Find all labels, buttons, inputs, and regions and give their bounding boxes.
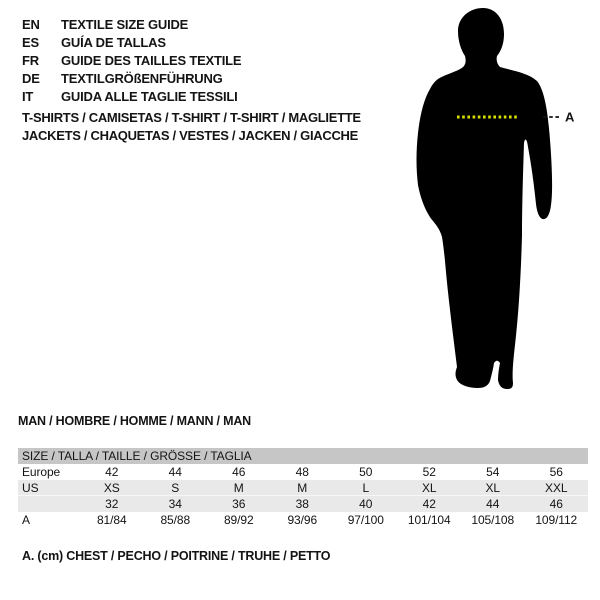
language-code: ES bbox=[22, 34, 39, 50]
size-cell: 44 bbox=[486, 497, 500, 511]
size-cell: 50 bbox=[359, 465, 373, 479]
size-cell: 54 bbox=[486, 465, 500, 479]
size-cell: 36 bbox=[232, 497, 246, 511]
language-row-en bbox=[22, 15, 241, 33]
section-title-man: MAN / HOMBRE / HOMME / MANN / MAN bbox=[18, 414, 251, 428]
language-title: TEXTILE SIZE GUIDE bbox=[61, 16, 189, 32]
size-cell: 56 bbox=[549, 465, 563, 479]
row-label: A bbox=[22, 513, 30, 527]
table-row-us-letters bbox=[18, 480, 588, 496]
language-title: GUIDA ALLE TAGLIE TESSILI bbox=[61, 88, 238, 104]
row-label: US bbox=[22, 481, 39, 495]
measurement-footnote: A. (cm) CHEST / PECHO / POITRINE / TRUHE / PETTO bbox=[22, 549, 331, 563]
size-cell: L bbox=[362, 481, 370, 495]
language-list bbox=[22, 15, 241, 105]
language-title: GUIDE DES TAILLES TEXTILE bbox=[61, 52, 242, 68]
size-table-header: SIZE / TALLA / TAILLE / GRÖSSE / TAGLIA bbox=[18, 448, 588, 464]
measure-label-a: A bbox=[565, 109, 575, 125]
size-cell: 32 bbox=[105, 497, 119, 511]
size-cell: 52 bbox=[422, 465, 436, 479]
size-cell: M bbox=[233, 481, 244, 495]
size-cell: XL bbox=[422, 481, 437, 495]
size-cell: 38 bbox=[295, 497, 309, 511]
size-cell: 34 bbox=[168, 497, 182, 511]
size-cell: 85/88 bbox=[160, 513, 191, 527]
language-code: IT bbox=[22, 88, 34, 104]
size-cell: 89/92 bbox=[223, 513, 254, 527]
size-cell: 42 bbox=[105, 465, 119, 479]
size-cell: S bbox=[171, 481, 180, 495]
size-cell: 105/108 bbox=[471, 513, 515, 527]
size-cell: 101/104 bbox=[407, 513, 451, 527]
category-line-jackets: JACKETS / CHAQUETAS / VESTES / JACKEN / GIACCHE bbox=[22, 127, 358, 143]
category-line-tshirts: T-SHIRTS / CAMISETAS / T-SHIRT / T-SHIRT / MAGLIETTE bbox=[22, 110, 361, 125]
table-row-chest-a bbox=[18, 512, 588, 528]
size-cell: 93/96 bbox=[287, 513, 318, 527]
size-table bbox=[18, 448, 588, 528]
size-cell: 46 bbox=[232, 465, 246, 479]
size-cell: 109/112 bbox=[535, 513, 578, 527]
size-cell: XXL bbox=[545, 481, 568, 495]
size-cell: M bbox=[297, 481, 308, 495]
size-cell: 81/84 bbox=[96, 513, 127, 527]
language-code: EN bbox=[22, 16, 40, 32]
language-row-fr bbox=[22, 51, 241, 69]
language-row-de bbox=[22, 69, 241, 87]
language-row-it bbox=[22, 87, 241, 105]
man-silhouette-figure bbox=[400, 0, 580, 392]
size-cell: 46 bbox=[549, 497, 563, 511]
size-cell: 44 bbox=[168, 465, 182, 479]
row-label: Europe bbox=[22, 465, 61, 479]
language-title: GUÍA DE TALLAS bbox=[61, 34, 166, 50]
language-code: DE bbox=[22, 70, 40, 86]
size-cell: XL bbox=[485, 481, 500, 495]
table-row-us-numbers bbox=[18, 496, 588, 512]
size-cell: XS bbox=[103, 481, 120, 495]
language-title: TEXTILGRÖßENFÜHRUNG bbox=[61, 70, 223, 86]
language-code: FR bbox=[22, 52, 39, 68]
size-cell: 97/100 bbox=[347, 513, 384, 527]
man-silhouette bbox=[417, 8, 553, 389]
size-cell: 42 bbox=[422, 497, 436, 511]
size-cell: 40 bbox=[359, 497, 373, 511]
table-row-europe bbox=[18, 464, 588, 480]
language-row-es bbox=[22, 33, 241, 51]
size-cell: 48 bbox=[295, 465, 309, 479]
garment-categories bbox=[22, 109, 361, 144]
